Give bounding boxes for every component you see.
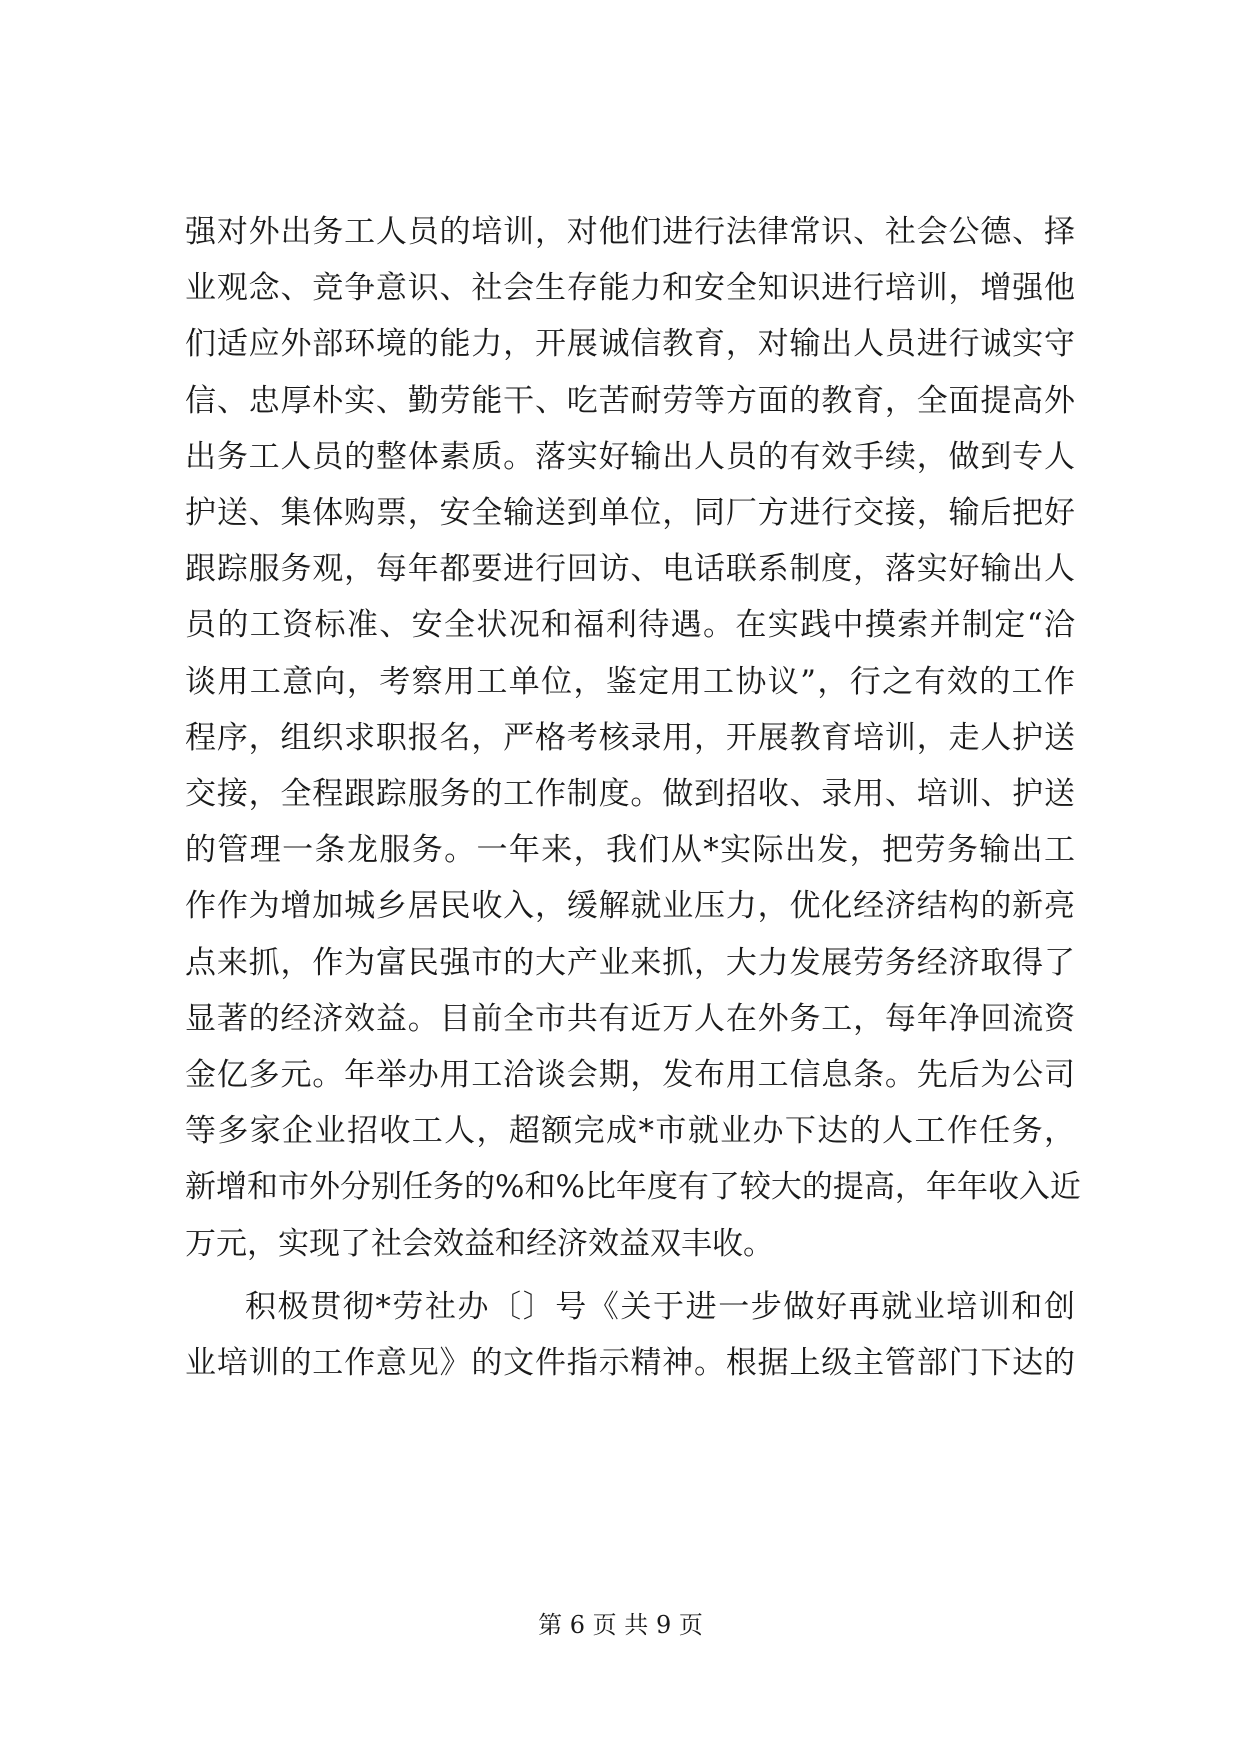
paragraph-line: 出务工人员的整体素质。落实好输出人员的有效手续，做到专人 <box>185 438 1075 475</box>
paragraph-line: 跟踪服务观，每年都要进行回访、电话联系制度，落实好输出人 <box>185 551 1075 588</box>
page-footer: 第 6 页 共 9 页 <box>538 1611 703 1639</box>
paragraph-line: 显著的经济效益。目前全市共有近万人在外务工，每年净回流资 <box>185 1000 1075 1037</box>
paragraph-line: 作作为增加城乡居民收入，缓解就业压力，优化经济结构的新亮 <box>185 888 1075 925</box>
paragraph-line: 业观念、竞争意识、社会生存能力和安全知识进行培训，增强他 <box>185 270 1075 307</box>
paragraph-line: 万元，实现了社会效益和经济效益双丰收。 <box>185 1225 774 1262</box>
paragraph-line: 积极贯彻*劳社办〔〕号《关于进一步做好再就业培训和创 <box>245 1288 1075 1325</box>
paragraph-line: 金亿多元。年举办用工洽谈会期，发布用工信息条。先后为公司 <box>185 1057 1075 1093</box>
paragraph-line: 强对外出务工人员的培训，对他们进行法律常识、社会公德、择 <box>185 214 1075 250</box>
paragraph-line: 信、忠厚朴实、勤劳能干、吃苦耐劳等方面的教育，全面提高外 <box>185 382 1075 419</box>
paragraph-line: 的管理一条龙服务。一年来，我们从*实际出发，把劳务输出工 <box>185 832 1075 869</box>
paragraph-line: 程序，组织求职报名，严格考核录用，开展教育培训，走人护送 <box>185 719 1075 756</box>
paragraph-line: 谈用工意向，考察用工单位，鉴定用工协议”，行之有效的工作 <box>185 663 1075 700</box>
paragraph-line: 业培训的工作意见》的文件指示精神。根据上级主管部门下达的 <box>185 1345 1075 1381</box>
paragraph-line: 护送、集体购票，安全输送到单位，同厂方进行交接，输后把好 <box>185 495 1075 531</box>
paragraph-line: 新增和市外分别任务的%和%比年度有了较大的提高，年年收入近 <box>185 1169 1081 1206</box>
paragraph-line: 点来抓，作为富民强市的大产业来抓，大力发展劳务经济取得了 <box>185 944 1075 981</box>
paragraph-line: 们适应外部环境的能力，开展诚信教育，对输出人员进行诚实守 <box>185 326 1075 363</box>
paragraph-line: 员的工资标准、安全状况和福利待遇。在实践中摸索并制定“洽 <box>185 607 1075 644</box>
paragraph-line: 等多家企业招收工人，超额完成*市就业办下达的人工作任务， <box>185 1113 1075 1150</box>
paragraph-line: 交接，全程跟踪服务的工作制度。做到招收、录用、培训、护送 <box>185 776 1075 812</box>
